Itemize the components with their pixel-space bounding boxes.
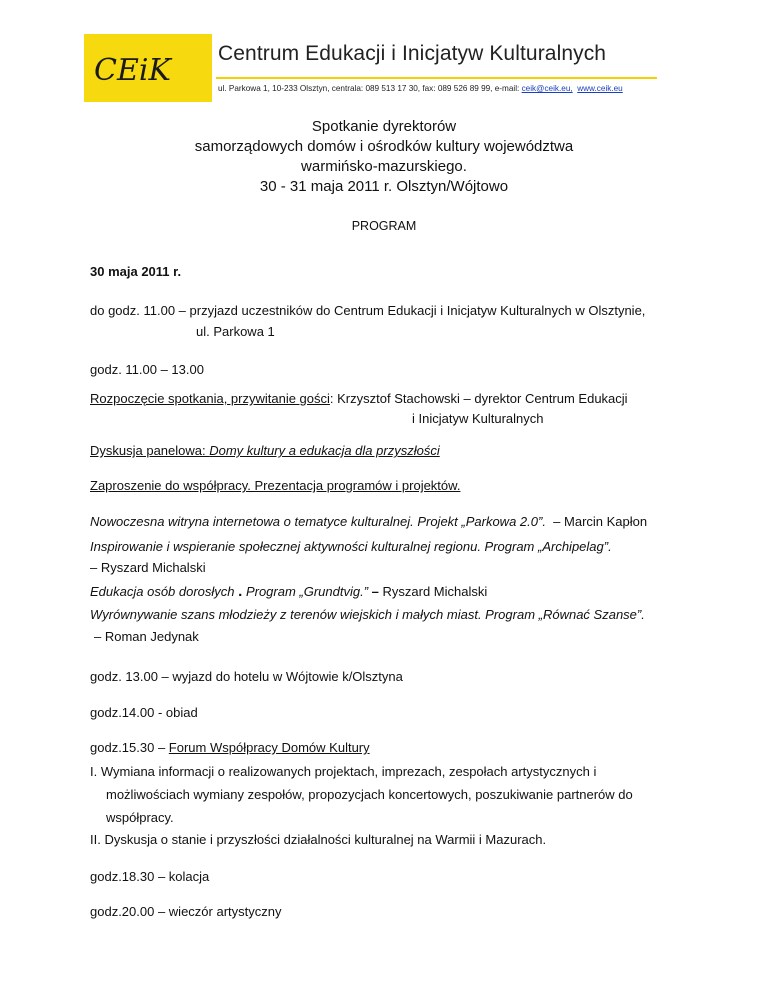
talk-4-title: Wyrównywanie szans młodzieży z terenów wiejskich i małych miast. Program „Równać Szanse”. bbox=[90, 607, 645, 622]
talk-3-title-a: Edukacja osób dorosłych bbox=[90, 584, 235, 599]
panel-discussion bbox=[90, 443, 440, 458]
lunch-line: godz.14.00 - obiad bbox=[90, 705, 198, 720]
talk-1-title: Nowoczesna witryna internetowa o tematyce kulturalnej. Projekt „Parkowa 2.0”. bbox=[90, 514, 546, 529]
forum-line bbox=[90, 740, 370, 755]
panel-topic: Domy kultury a edukacja dla przyszłości bbox=[209, 443, 440, 458]
opening-label: Rozpoczęcie spotkania, przywitanie gości bbox=[90, 391, 330, 406]
forum-item-2: II. Dyskusja o stanie i przyszłości działalności kulturalnej na Warmii i Mazurach. bbox=[90, 832, 547, 847]
website-link[interactable]: www.ceik.eu bbox=[577, 84, 623, 93]
header-rule bbox=[216, 77, 657, 79]
forum-item-1-line-2: możliwościach wymiany zespołów, propozycjach koncertowych, poszukiwanie partnerów do bbox=[106, 787, 633, 802]
talk-2-speaker: – Ryszard Michalski bbox=[90, 560, 206, 575]
title-line-2: samorządowych domów i ośrodków kultury województwa bbox=[194, 138, 574, 155]
dinner-line: godz.18.30 – kolacja bbox=[90, 869, 210, 884]
talk-2-title: Inspirowanie i wspieranie społecznej aktywności kulturalnej regionu. Program „Archipelag”. bbox=[90, 539, 612, 554]
title-line-1: Spotkanie dyrektorów bbox=[311, 118, 457, 135]
talk-3-dash: – bbox=[371, 584, 379, 599]
panel-label: Dyskusja panelowa: bbox=[90, 443, 210, 458]
day-heading: 30 maja 2011 r. bbox=[90, 264, 182, 279]
svg-text:CEiK: CEiK bbox=[94, 53, 171, 88]
arrival-line: do godz. 11.00 – przyjazd uczestników do Centrum Edukacji i Inicjatyw Kulturalnych w Olsztynie, bbox=[90, 303, 646, 318]
email-link[interactable]: ceik@ceik.eu, bbox=[521, 84, 573, 93]
invitation-heading: Zaproszenie do współpracy. Prezentacja programów i projektów. bbox=[90, 478, 461, 493]
talk-1 bbox=[90, 514, 647, 529]
talk-3 bbox=[90, 583, 487, 600]
session-time: godz. 11.00 – 13.00 bbox=[90, 362, 204, 377]
contact-address: ul. Parkowa 1, 10-233 Olsztyn, centrala: 089 513 17 30, fax: 089 526 89 99, e-mail: bbox=[218, 84, 522, 93]
forum-title: Forum Współpracy Domów Kultury bbox=[168, 740, 370, 755]
talk-3-speaker: Ryszard Michalski bbox=[382, 584, 488, 599]
arrival-address: ul. Parkowa 1 bbox=[196, 324, 275, 339]
talk-1-speaker: – Marcin Kapłon bbox=[553, 514, 648, 529]
departure-line: godz. 13.00 – wyjazd do hotelu w Wójtowie k/Olsztyna bbox=[90, 669, 403, 684]
talk-3-title-b: Program „Grundtvig.” bbox=[242, 584, 369, 599]
title-line-4: 30 - 31 maja 2011 r. Olsztyn/Wójtowo bbox=[259, 178, 509, 195]
opening-text: : Krzysztof Stachowski – dyrektor Centrum Edukacji bbox=[329, 391, 628, 406]
ceik-logo bbox=[84, 34, 212, 102]
title-line-3: warmińsko-mazurskiego. bbox=[301, 158, 467, 175]
program-heading: PROGRAM bbox=[351, 219, 417, 233]
talk-3-dot: . bbox=[238, 583, 243, 600]
opening-line bbox=[90, 391, 628, 406]
document-title bbox=[0, 117, 768, 197]
opening-line-2: i Inicjatyw Kulturalnych bbox=[412, 411, 544, 426]
forum-item-1-line-1: I. Wymiana informacji o realizowanych projektach, imprezach, zespołach artystycznych i bbox=[90, 764, 597, 779]
ceik-logo-lettering bbox=[84, 34, 212, 102]
organization-name: Centrum Edukacji i Inicjatyw Kulturalnych bbox=[218, 42, 607, 65]
forum-item-1-line-3: współpracy. bbox=[106, 810, 174, 825]
forum-time: godz.15.30 – bbox=[90, 740, 169, 755]
talk-4-speaker: – Roman Jedynak bbox=[94, 629, 199, 644]
contact-info bbox=[218, 84, 623, 93]
evening-line: godz.20.00 – wieczór artystyczny bbox=[90, 904, 282, 919]
